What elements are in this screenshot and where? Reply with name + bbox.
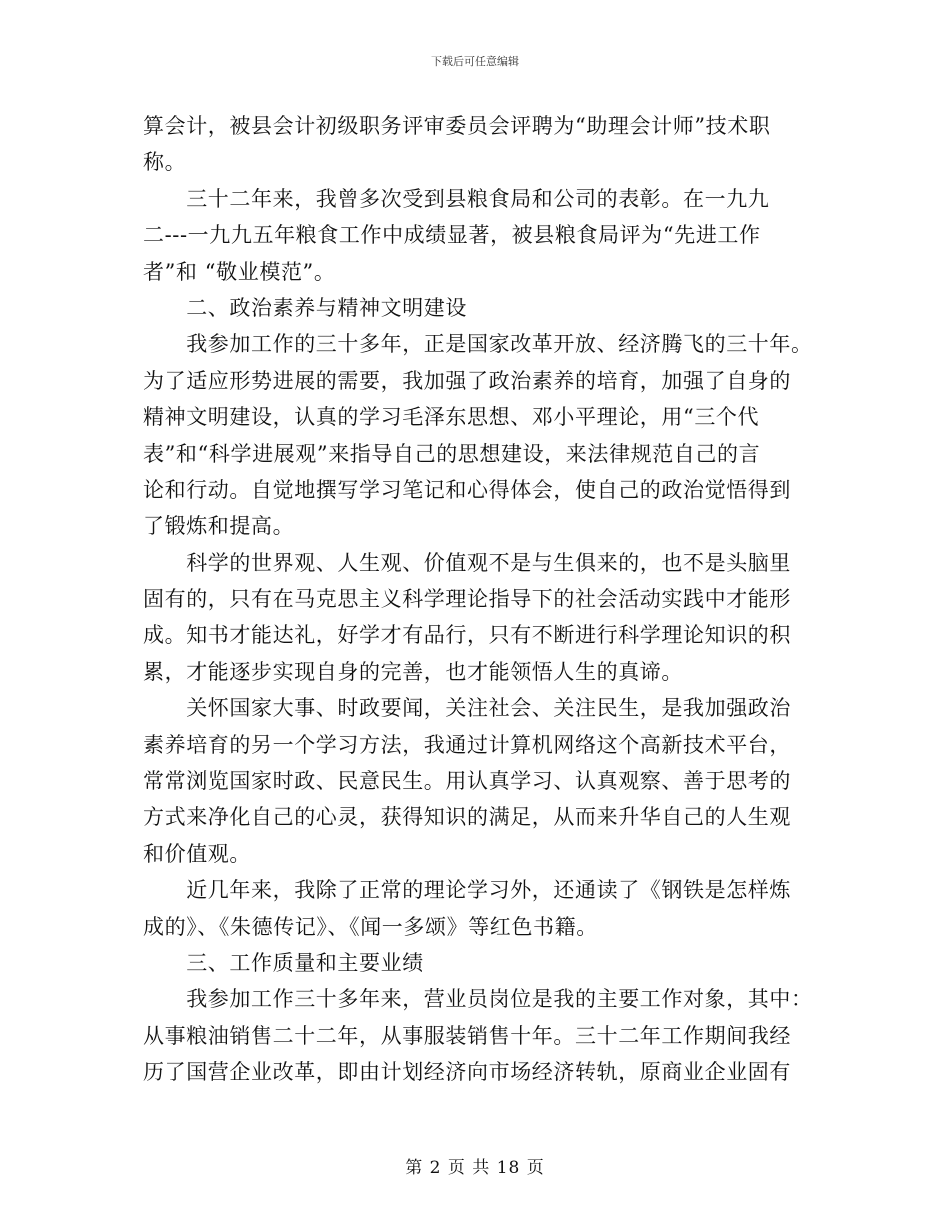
document-body [143, 108, 813, 1091]
text-line: 了锻炼和提高。 [143, 514, 295, 539]
text-line: 者”和 “敬业模范”。 [143, 259, 336, 284]
text-line: 三十二年来，我曾多次受到县粮食局和公司的表彰。在一九九 [143, 186, 770, 211]
text-line: 表”和“科学进展观”来指导自己的思想建设，来法律规范自己的言 [143, 441, 761, 466]
text-line: 从事粮油销售二十二年，从事服装销售十年。三十二年工作期间我经 [143, 1023, 791, 1048]
text-line: 成。知书才能达礼，好学才有品行，只有不断进行科学理论知识的积 [143, 623, 791, 648]
text-line: 精神文明建设，认真的学习毛泽东思想、邓小平理论，用“三个代 [143, 405, 760, 430]
text-line: 算会计，被县会计初级职务评审委员会评聘为“助理会计师”技术职 [143, 114, 771, 138]
text-line: 素养培育的另一个学习方法，我通过计算机网络这个高新技术平台， [143, 732, 791, 757]
page-header: 下载后可任意编辑 [431, 55, 519, 68]
section-heading: 二、政治素养与精神文明建设 [143, 295, 467, 320]
page-number-footer: 第 2 页 共 18 页 [405, 1158, 545, 1178]
text-line: 方式来净化自己的心灵，获得知识的满足，从而来升华自己的人生观 [143, 805, 791, 830]
text-line: 常常浏览国家时政、民意民生。用认真学习、认真观察、善于思考的 [143, 769, 791, 794]
text-line: 科学的世界观、人生观、价值观不是与生俱来的，也不是头脑里 [143, 550, 791, 575]
text-line: 称。 [143, 150, 187, 175]
text-line: 我参加工作的三十多年，正是国家改革开放、经济腾飞的三十年。 [143, 332, 813, 357]
text-line: 论和行动。自觉地撰写学习笔记和心得体会，使自己的政治觉悟得到 [143, 477, 791, 502]
text-line: 累，才能逐步实现自身的完善，也才能领悟人生的真谛。 [143, 659, 683, 684]
text-line: 为了适应形势进展的需要，我加强了政治素养的培育，加强了自身的 [143, 368, 791, 393]
text-line: 固有的，只有在马克思主义科学理论指导下的社会活动实践中才能形 [143, 587, 791, 612]
text-line: 历了国营企业改革，即由计划经济向市场经济转轨，原商业企业固有 [143, 1060, 791, 1085]
text-line: 和价值观。 [143, 841, 251, 866]
text-line: 关怀国家大事、时政要闻，关注社会、关注民生，是我加强政治 [143, 696, 791, 721]
text-line: 二---一九九五年粮食工作中成绩显著，被县粮食局评为“先进工作 [143, 223, 761, 248]
text-line: 成的》、《朱德传记》、《闻一多颂》等红色书籍。 [143, 914, 598, 939]
section-heading: 三、工作质量和主要业绩 [143, 950, 424, 975]
text-line: 近几年来，我除了正常的理论学习外，还通读了《钢铁是怎样炼 [143, 878, 791, 903]
text-line: 我参加工作三十多年来，营业员岗位是我的主要工作对象，其中： [143, 987, 813, 1012]
